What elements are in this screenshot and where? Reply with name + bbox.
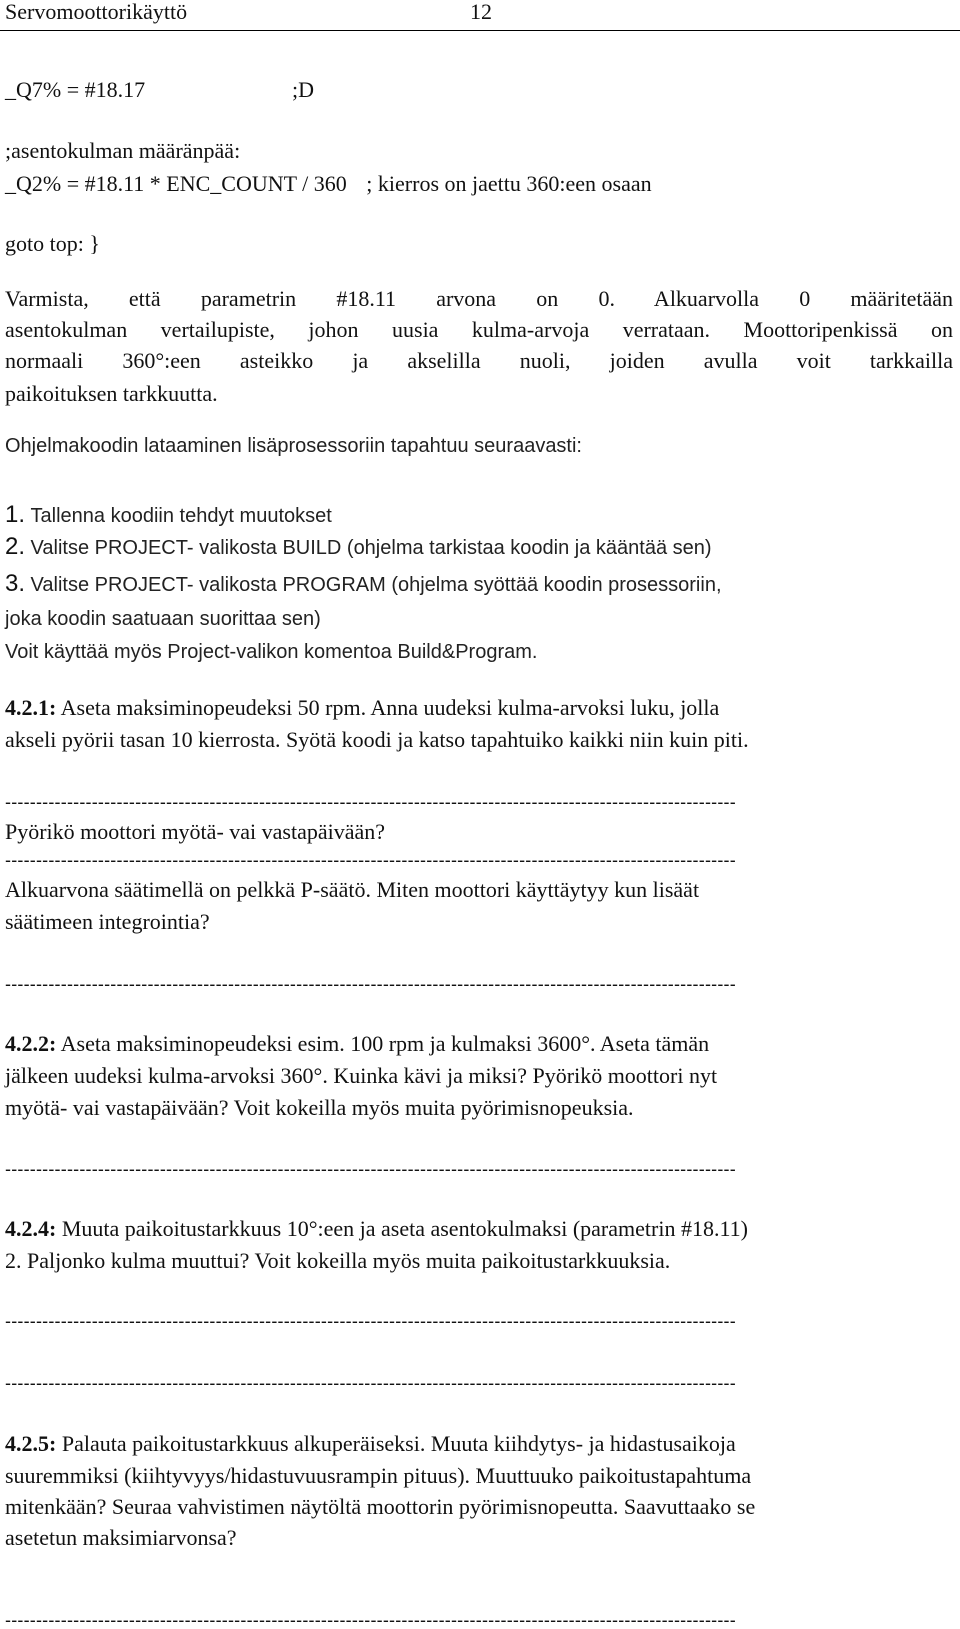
task-422-text-1: Aseta maksiminopeudeksi esim. 100 rpm ja kulmaksi 3600°. Aseta tämän <box>56 1031 710 1056</box>
code-q7-comment: ;D <box>292 77 314 102</box>
intro-line-1: Varmista, että parametrin #18.11 arvona on 0. Alkuarvolla 0 määritetään <box>5 286 953 311</box>
task-422-line-2: jälkeen uudeksi kulma-arvoksi 360°. Kuinka kävi ja miksi? Pyörikö moottori nyt <box>5 1063 718 1088</box>
task-422-label: 4.2.2: <box>5 1031 57 1056</box>
task-421-question-1: Pyörikö moottori myötä- vai vastapäivään? <box>5 819 386 844</box>
intro-line-3: normaali 360°:een asteikko ja akselilla nuoli, joiden avulla voit tarkkailla <box>5 348 953 373</box>
step-3-number: 3. <box>5 570 26 597</box>
code-q2-assign: _Q2% = #18.11 * ENC_COUNT / 360 <box>5 171 347 196</box>
answer-divider: ---------------------------------------------------------------------------------------------------------------------- <box>5 793 736 811</box>
page-header <box>0 0 960 31</box>
code-q2-comment: ; kierros on jaettu 360:een osaan <box>366 171 652 196</box>
page-number: 12 <box>470 0 492 24</box>
code-q7-line <box>5 76 314 104</box>
task-424-line-1 <box>5 1215 748 1243</box>
task-421-text-1: Aseta maksiminopeudeksi 50 rpm. Anna uudeksi kulma-arvoksi luku, jolla <box>56 695 720 720</box>
answer-divider: ---------------------------------------------------------------------------------------------------------------------- <box>5 851 736 869</box>
step-3-continuation: joka koodin saatuaan suorittaa sen) <box>5 608 321 630</box>
task-425-text-1: Palauta paikoitustarkkuus alkuperäiseksi. Muuta kiihdytys- ja hidastusaikoja <box>56 1431 736 1456</box>
code-q2-line <box>5 170 652 198</box>
answer-divider: ---------------------------------------------------------------------------------------------------------------------- <box>5 1312 736 1330</box>
task-424-line-2: 2. Paljonko kulma muuttui? Voit kokeilla myös muita paikoitustarkkuuksia. <box>5 1248 671 1273</box>
task-425-label: 4.2.5: <box>5 1431 57 1456</box>
task-421-line-2: akseli pyörii tasan 10 kierrosta. Syötä koodi ja katso tapahtuiko kaikki niin kuin piti. <box>5 727 749 752</box>
task-424-label: 4.2.4: <box>5 1216 57 1241</box>
header-title: Servomoottorikäyttö <box>5 0 188 24</box>
step-2-number: 2. <box>5 533 26 560</box>
task-421-question-2-line-1: Alkuarvona säätimellä on pelkkä P-säätö. Miten moottori käyttäytyy kun lisäät <box>5 877 700 902</box>
task-425-line-1 <box>5 1430 736 1458</box>
intro-line-4: paikoituksen tarkkuutta. <box>5 381 218 406</box>
loading-heading: Ohjelmakoodin lataaminen lisäprosessoriin tapahtuu seuraavasti: <box>5 435 582 457</box>
step-2 <box>5 533 712 562</box>
step-3-text: Valitse PROJECT- valikosta PROGRAM (ohjelma syöttää koodin prosessoriin, <box>30 574 722 596</box>
answer-divider: ---------------------------------------------------------------------------------------------------------------------- <box>5 975 736 993</box>
task-421-line-1 <box>5 694 719 722</box>
task-424-text-1: Muuta paikoitustarkkuus 10°:een ja aseta asentokulmaksi (parametrin #18.11) <box>56 1216 748 1241</box>
task-425-line-3: mitenkään? Seuraa vahvistimen näytöltä moottorin pyörimisnopeutta. Saavuttaako se <box>5 1494 756 1519</box>
step-3 <box>5 570 722 599</box>
code-angle-comment: ;asentokulman määränpää: <box>5 138 241 163</box>
task-425-line-2: suuremmiksi (kiihtyvyys/hidastuvuusrampin pituus). Muuttuuko paikoitustapahtuma <box>5 1463 752 1488</box>
task-421-label: 4.2.1: <box>5 695 57 720</box>
step-2-text: Valitse PROJECT- valikosta BUILD (ohjelma tarkistaa koodin ja kääntää sen) <box>30 537 712 559</box>
code-goto: goto top: } <box>5 231 100 256</box>
task-425-line-4: asetetun maksimiarvonsa? <box>5 1525 237 1550</box>
answer-divider: ---------------------------------------------------------------------------------------------------------------------- <box>5 1374 736 1392</box>
task-422-line-1 <box>5 1030 709 1058</box>
step-1 <box>5 501 332 530</box>
code-q7-assign: _Q7% = #18.17 <box>5 77 146 102</box>
task-421-question-2-line-2: säätimeen integrointia? <box>5 909 210 934</box>
step-1-number: 1. <box>5 501 26 528</box>
task-422-line-3: myötä- vai vastapäivään? Voit kokeilla myös muita pyörimisnopeuksia. <box>5 1095 634 1120</box>
loading-note: Voit käyttää myös Project-valikon komentoa Build&Program. <box>5 641 538 663</box>
step-1-text: Tallenna koodiin tehdyt muutokset <box>30 505 332 527</box>
intro-line-2: asentokulman vertailupiste, johon uusia kulma-arvoja verrataan. Moottoripenkissä on <box>5 317 953 342</box>
answer-divider: ---------------------------------------------------------------------------------------------------------------------- <box>5 1160 736 1178</box>
answer-divider: ---------------------------------------------------------------------------------------------------------------------- <box>5 1611 736 1629</box>
